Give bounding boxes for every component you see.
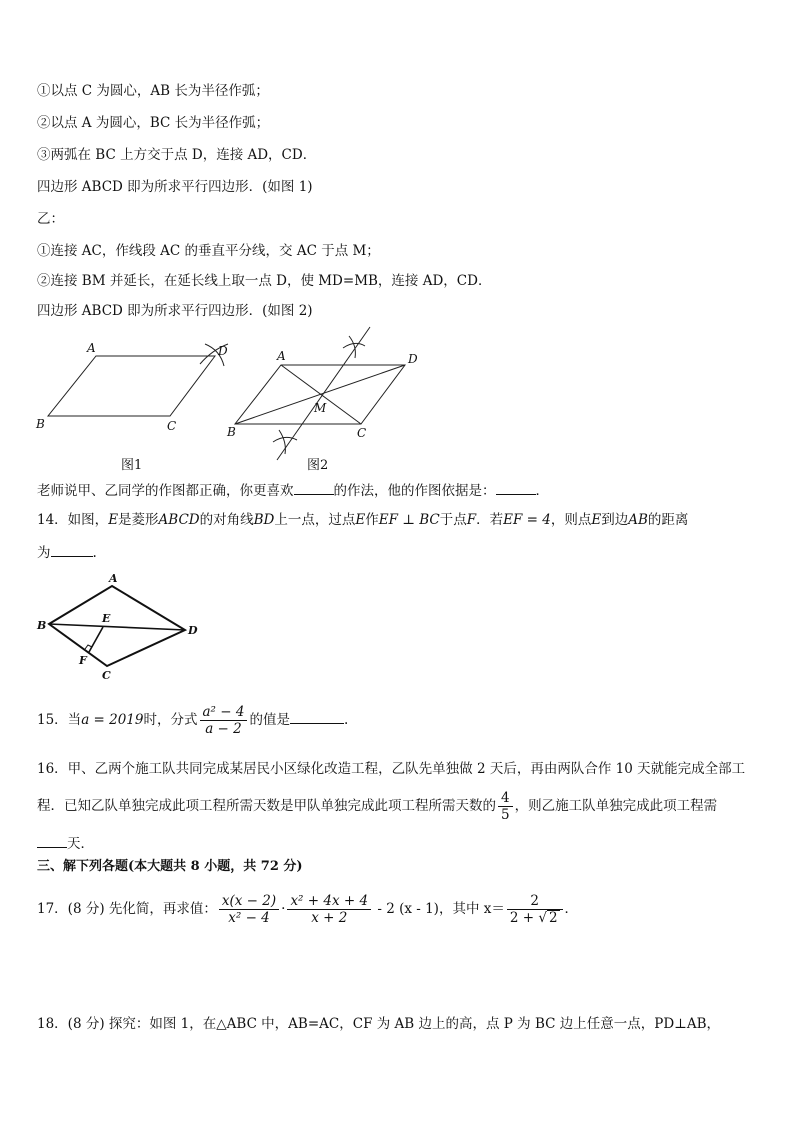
- q14-point-e-2: E: [355, 512, 366, 528]
- q14-text-8: ，则点: [550, 512, 592, 528]
- yi-step-1: ①连接 AC，作线段 AC 的垂直平分线，交 AC 于点 M；: [37, 243, 380, 259]
- q17-fraction-3: [507, 893, 563, 926]
- q15-text-3: 的值是: [249, 712, 290, 728]
- q15-numerator: a² − 4: [200, 704, 248, 721]
- q15: [37, 702, 348, 738]
- q13-text-1: 老师说甲、乙同学的作图都正确，你更喜欢: [37, 483, 294, 499]
- q17-f1-numerator: x(x − 2): [219, 893, 279, 910]
- fig2-label-d: D: [408, 352, 418, 366]
- q14-ef-value: EF = 4: [503, 512, 551, 528]
- q14-text-5: 作: [365, 512, 379, 528]
- fig3-label-d: D: [188, 624, 198, 637]
- q16-text-3: 天．: [67, 836, 94, 852]
- q15-number: 15．当: [37, 712, 82, 728]
- q14-diagonal-bd: BD: [253, 512, 275, 528]
- fig2-perpendicular-bisector: [277, 327, 370, 460]
- q16-answer-blank[interactable]: [37, 833, 67, 848]
- q16-text-2b: ，则乙施工队单独完成此项工程需: [514, 798, 718, 814]
- q14-point-e: E: [108, 512, 119, 528]
- q16-denominator: 5: [501, 807, 510, 823]
- q17-multiply-dot: ·: [281, 901, 286, 917]
- fig1-parallelogram: [48, 356, 215, 416]
- q14-side-ab: AB: [628, 512, 648, 528]
- yi-conclusion: 四边形 ABCD 即为所求平行四边形．(如图 2): [37, 303, 313, 319]
- fig3-label-c: C: [102, 669, 111, 682]
- q14-line-2: [37, 542, 97, 562]
- fig3-label-a: A: [109, 572, 118, 585]
- q16-fraction: [498, 790, 513, 823]
- q14-line-1: [37, 511, 688, 529]
- jia-step-3: ③两弧在 BC 上方交于点 D，连接 AD，CD．: [37, 147, 317, 163]
- q14-number: 14．如图，: [37, 512, 109, 528]
- fig2-diagonal-bd: [235, 365, 405, 424]
- fig1-label-c: C: [167, 419, 177, 433]
- q14-text-7: ．若: [476, 512, 504, 528]
- q14-text-12: .: [92, 545, 97, 561]
- q14-text-2: 是菱形: [118, 512, 159, 528]
- q15-condition: a = 2019: [81, 712, 144, 728]
- q16-line-3: [37, 833, 94, 853]
- q13-text-3: ．: [535, 483, 549, 499]
- q16-line-1: 16．甲、乙两个施工队共同完成某居民小区绿化改造工程，乙队先单独做 2 天后，再由两队合作 10 天就能完成全部工: [37, 761, 746, 777]
- fig3-label-e: E: [102, 612, 111, 625]
- q15-answer-blank[interactable]: [290, 709, 344, 724]
- q17-f3-den-part: 2 +: [509, 910, 539, 926]
- q15-text-4: .: [343, 712, 349, 728]
- figure-1: [30, 336, 230, 446]
- section-3-heading: 三、解下列各题(本大题共 8 小题，共 72 分): [37, 859, 303, 874]
- fig1-label-a: A: [87, 341, 96, 355]
- q17-text-3: ．: [564, 901, 579, 917]
- q14-text-9: 到边: [601, 512, 629, 528]
- q17-fraction-2: [287, 893, 371, 926]
- q13-text-2: 的作法，他的作图依据是：: [333, 483, 496, 499]
- fig3-rhombus: [49, 586, 185, 666]
- jia-conclusion: 四边形 ABCD 即为所求平行四边形．(如图 1): [37, 179, 313, 195]
- q17-f1-denominator: x² − 4: [228, 910, 270, 926]
- q18-line-1: 18．(8 分) 探究：如图 1，在△ABC 中，AB=AC，CF 为 AB 边上的高，点 P 为 BC 边上任意一点，PD⊥AB，: [37, 1016, 721, 1032]
- fig3-label-f: F: [79, 654, 87, 667]
- q14-text-11: 为: [37, 545, 51, 561]
- fig3-diagonal-bd: [49, 624, 185, 630]
- q17-fraction-1: [219, 893, 279, 926]
- q15-text-2: 时，分式: [143, 712, 198, 728]
- q16-numerator: 4: [498, 790, 513, 807]
- q16-line-2: [37, 788, 717, 824]
- fig2-label-c: C: [357, 426, 367, 440]
- q14-answer-blank[interactable]: [51, 542, 93, 557]
- fig1-label-d: D: [218, 344, 228, 358]
- q17-text-2: - 2 (x - 1)，其中 x＝: [373, 901, 505, 917]
- jia-step-1: ①以点 C 为圆心，AB 长为半径作弧；: [37, 83, 269, 99]
- q17-f3-denominator: 2 + √ 2: [509, 910, 558, 926]
- fig3-label-b: B: [37, 619, 47, 632]
- q17-f2-numerator: x² + 4x + 4: [287, 893, 371, 910]
- q14-point-e-3: E: [591, 512, 602, 528]
- figure-3-rhombus: [35, 572, 205, 682]
- q14-perpendicular: EF ⊥ BC: [378, 512, 440, 528]
- jia-step-2: ②以点 A 为圆心，BC 长为半径作弧；: [37, 115, 270, 131]
- fig2-label-a: A: [277, 349, 286, 363]
- q14-text-4: 上一点，过点: [274, 512, 356, 528]
- yi-label: 乙：: [37, 211, 64, 227]
- q14-point-f: F: [466, 512, 477, 528]
- q13-blank-1[interactable]: [294, 480, 334, 495]
- fig2-caption: 图2: [307, 458, 329, 473]
- fig1-caption: 图1: [121, 458, 143, 473]
- fig2-label-m: M: [314, 401, 327, 415]
- fig2-arc-top-2: [349, 336, 355, 358]
- q13-tail: [37, 480, 549, 500]
- q14-text-10: 的距离: [647, 512, 689, 528]
- q17-f2-denominator: x + 2: [311, 910, 348, 926]
- q17: [37, 890, 578, 928]
- yi-step-2: ②连接 BM 并延长，在延长线上取一点 D，使 MD=MB，连接 AD，CD．: [37, 273, 492, 289]
- q17-sqrt-radicand: 2: [548, 910, 558, 926]
- fig1-label-b: B: [36, 417, 45, 431]
- q17-text-1: 17．(8 分) 先化简，再求值：: [37, 901, 217, 917]
- fig2-arc-bottom-2: [279, 430, 285, 454]
- q15-denominator: a − 2: [205, 721, 242, 737]
- figure-2: [225, 322, 425, 467]
- fig3-segment-ef: [89, 627, 103, 652]
- q15-fraction: [200, 704, 248, 737]
- q14-text-6: 于点: [439, 512, 467, 528]
- q14-rhombus-name: ABCD: [158, 512, 200, 528]
- q13-blank-2[interactable]: [496, 480, 536, 495]
- q16-text-2a: 程．已知乙队单独完成此项工程所需天数是甲队单独完成此项工程所需天数的: [37, 798, 496, 814]
- fig2-arc-bottom-1: [273, 437, 297, 442]
- q14-text-3: 的对角线: [199, 512, 254, 528]
- q17-f3-numerator: 2: [507, 893, 563, 910]
- fig2-label-b: B: [227, 425, 236, 439]
